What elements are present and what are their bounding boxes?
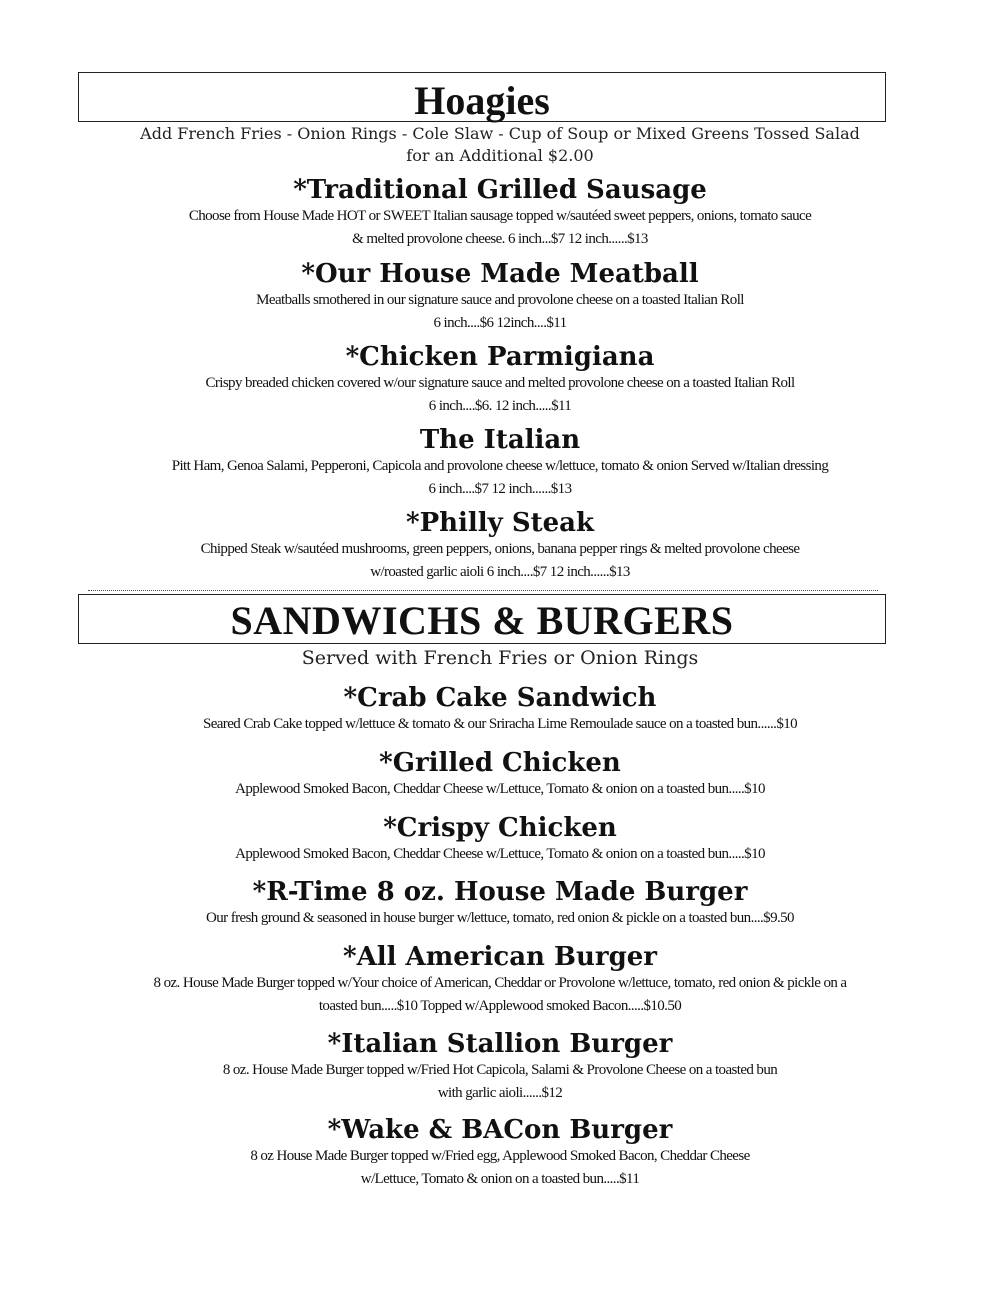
item-price-line: & melted provolone cheese. 6 inch...$7 12 inch......$13 xyxy=(352,231,648,247)
menu-item xyxy=(60,1115,940,1191)
item-price-line: w/Lettuce, Tomato & onion on a toasted bun.....$11 xyxy=(360,1171,640,1187)
item-name: *Philly Steak xyxy=(405,508,595,538)
item-name: *Italian Stallion Burger xyxy=(327,1029,673,1059)
hoagies-title: Hoagies xyxy=(414,78,550,123)
section-divider xyxy=(88,590,878,591)
item-name: The Italian xyxy=(419,425,581,455)
menu-item xyxy=(60,425,940,501)
menu-item xyxy=(60,508,940,584)
item-description: Meatballs smothered in our signature sauce and provolone cheese on a toasted Italian Roll xyxy=(256,292,744,308)
item-name: *All American Burger xyxy=(342,942,657,972)
item-description: Choose from House Made HOT or SWEET Italian sausage topped w/sautéed sweet peppers, onions, tomato sauce xyxy=(188,208,812,224)
item-name: *Our House Made Meatball xyxy=(301,259,699,289)
item-name: *Crab Cake Sandwich xyxy=(343,683,657,713)
item-description: 8 oz. House Made Burger topped w/Fried Hot Capicola, Salami & Provolone Cheese on a toasted bun xyxy=(222,1062,778,1078)
item-description: 8 oz House Made Burger topped w/Fried egg, Applewood Smoked Bacon, Cheddar Cheese xyxy=(250,1148,750,1164)
item-description: Our fresh ground & seasoned in house burger w/lettuce, tomato, red onion & pickle on a toasted bun....$9.50 xyxy=(206,910,794,926)
item-name: *Chicken Parmigiana xyxy=(345,342,655,372)
item-name: *Grilled Chicken xyxy=(379,748,621,778)
item-description: Applewood Smoked Bacon, Cheddar Cheese w/Lettuce, Tomato & onion on a toasted bun.....$10 xyxy=(235,781,765,797)
item-price-line: 6 inch....$7 12 inch......$13 xyxy=(428,481,572,497)
sandwiches-title: SANDWICHS & BURGERS xyxy=(230,598,734,643)
item-description: Seared Crab Cake topped w/lettuce & tomato & our Sriracha Lime Remoulade sauce on a toasted bun......$10 xyxy=(202,716,798,732)
item-price-line: with garlic aioli......$12 xyxy=(437,1085,563,1101)
hoagies-note-line-1: Add French Fries - Onion Rings - Cole Slaw - Cup of Soup or Mixed Greens Tossed Salad xyxy=(140,124,860,143)
menu-item xyxy=(60,748,940,801)
item-name: *Traditional Grilled Sausage xyxy=(293,175,707,205)
item-price-line: 6 inch....$6. 12 inch.....$11 xyxy=(428,398,572,414)
menu-item xyxy=(60,175,940,251)
item-description: Chipped Steak w/sautéed mushrooms, green peppers, onions, banana pepper rings & melted provolone cheese xyxy=(200,541,800,557)
sandwiches-note: Served with French Fries or Onion Rings xyxy=(301,647,699,669)
item-description: Pitt Ham, Genoa Salami, Pepperoni, Capicola and provolone cheese w/lettuce, tomato & onion Served w/Italian dressing xyxy=(171,458,829,474)
item-price-line: w/roasted garlic aioli 6 inch....$7 12 inch......$13 xyxy=(370,564,630,580)
menu-item xyxy=(60,813,940,866)
menu-item xyxy=(60,683,940,736)
item-name: *R-Time 8 oz. House Made Burger xyxy=(252,877,748,907)
item-description: 8 oz. House Made Burger topped w/Your choice of American, Cheddar or Provolone w/lettuce, tomato, red onion & pickle on a xyxy=(153,975,847,991)
item-name: *Crispy Chicken xyxy=(383,813,617,843)
menu-item xyxy=(60,259,940,335)
menu-item xyxy=(60,1029,940,1105)
item-name: *Wake & BACon Burger xyxy=(327,1115,673,1145)
hoagies-title-box xyxy=(78,72,886,122)
item-price-line: 6 inch....$6 12inch....$11 xyxy=(433,315,567,331)
sandwiches-title-box xyxy=(78,594,886,644)
hoagies-note-line-2: for an Additional $2.00 xyxy=(406,146,594,165)
menu-item xyxy=(60,942,940,1018)
item-price-line: toasted bun.....$10 Topped w/Applewood smoked Bacon.....$10.50 xyxy=(318,998,682,1014)
menu-item xyxy=(60,877,940,930)
item-description: Crispy breaded chicken covered w/our signature sauce and melted provolone cheese on a toasted Italian Roll xyxy=(205,375,795,391)
item-description: Applewood Smoked Bacon, Cheddar Cheese w/Lettuce, Tomato & onion on a toasted bun.....$10 xyxy=(235,846,765,862)
menu-item xyxy=(60,342,940,418)
